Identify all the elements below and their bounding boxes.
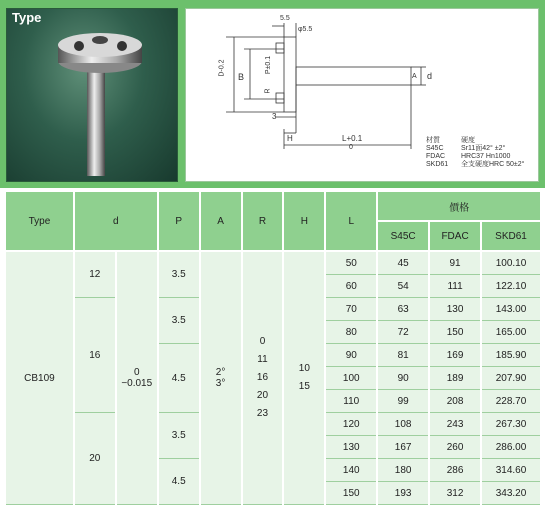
dim-a: A xyxy=(412,73,417,80)
technical-drawing xyxy=(185,8,539,182)
header-s45c: S45C xyxy=(377,221,429,251)
fdac-cell: 91 xyxy=(429,251,481,275)
r-value: 23 xyxy=(256,408,269,419)
skd61-cell: 165.00 xyxy=(481,321,541,344)
header-r: R xyxy=(242,192,284,251)
ejector-pin-image xyxy=(7,9,177,181)
l-cell: 110 xyxy=(325,390,377,413)
p-cell: 4.5 xyxy=(158,344,200,413)
s45c-cell: 54 xyxy=(377,275,429,298)
s45c-cell: 180 xyxy=(377,459,429,482)
tolerance-upper: 0 xyxy=(133,367,140,378)
r-cell xyxy=(242,251,284,505)
dim-h: H xyxy=(287,134,293,143)
fdac-cell: 150 xyxy=(429,321,481,344)
material-name: S45C xyxy=(426,145,444,152)
skd61-cell: 228.70 xyxy=(481,390,541,413)
header-price: 價格 xyxy=(377,192,541,221)
header-type: Type xyxy=(6,192,74,251)
fdac-cell: 111 xyxy=(429,275,481,298)
type-cell: CB109 xyxy=(6,251,74,505)
fdac-cell: 169 xyxy=(429,344,481,367)
dim-l: L+0.1 xyxy=(342,134,363,143)
d-cell: 12 xyxy=(74,251,116,298)
header-d: d xyxy=(74,192,158,251)
s45c-cell: 108 xyxy=(377,413,429,436)
material-name: SKD61 xyxy=(426,161,449,168)
d-cell: 20 xyxy=(74,413,116,505)
spec-table xyxy=(6,192,542,505)
l-cell: 90 xyxy=(325,344,377,367)
material-hardness: 全支硬度HRC 50±2° xyxy=(461,161,525,168)
h-cell xyxy=(283,251,325,505)
s45c-cell: 167 xyxy=(377,436,429,459)
header-skd61: SKD61 xyxy=(481,221,541,251)
s45c-cell: 45 xyxy=(377,251,429,275)
a-cell xyxy=(200,251,242,505)
tolerance-cell xyxy=(116,251,158,505)
a-value: 3° xyxy=(215,378,226,389)
product-photo xyxy=(6,8,178,182)
l-cell: 140 xyxy=(325,459,377,482)
dim-p: P±0.1 xyxy=(265,55,273,75)
s45c-cell: 99 xyxy=(377,390,429,413)
r-value: 20 xyxy=(256,390,269,401)
dim-phi-5-5: φ5.5 xyxy=(298,26,313,33)
header-fdac: FDAC xyxy=(429,221,481,251)
skd61-cell: 185.90 xyxy=(481,344,541,367)
s45c-cell: 63 xyxy=(377,298,429,321)
h-value: 15 xyxy=(298,381,310,392)
header-h: H xyxy=(283,192,325,251)
p-cell: 3.5 xyxy=(158,298,200,344)
fdac-cell: 312 xyxy=(429,482,481,505)
dim-3: 3 xyxy=(272,112,277,121)
skd61-cell: 286.00 xyxy=(481,436,541,459)
s45c-cell: 90 xyxy=(377,367,429,390)
s45c-cell: 81 xyxy=(377,344,429,367)
skd61-cell: 143.00 xyxy=(481,298,541,321)
r-value: 0 xyxy=(259,336,266,347)
dim-5-5: 5.5 xyxy=(280,15,290,22)
material-hardness: Sr11面42° ±2° xyxy=(461,145,506,152)
l-cell: 70 xyxy=(325,298,377,321)
dim-d-small: d xyxy=(427,71,433,81)
p-cell: 3.5 xyxy=(158,413,200,459)
header-p: P xyxy=(158,192,200,251)
type-label: Type xyxy=(12,10,42,25)
header-l: L xyxy=(325,192,377,251)
r-value: 16 xyxy=(256,372,269,383)
skd61-cell: 207.90 xyxy=(481,367,541,390)
tolerance-lower: −0.015 xyxy=(121,378,153,389)
h-value: 10 xyxy=(298,363,310,374)
dim-b: B xyxy=(238,72,245,82)
d-cell: 16 xyxy=(74,298,116,413)
l-cell: 100 xyxy=(325,367,377,390)
fdac-cell: 260 xyxy=(429,436,481,459)
l-cell: 60 xyxy=(325,275,377,298)
dim-d-large: D-0.2 xyxy=(218,59,226,77)
material-header-2: 硬度 xyxy=(461,137,475,144)
skd61-cell: 343.20 xyxy=(481,482,541,505)
l-cell: 130 xyxy=(325,436,377,459)
l-cell: 50 xyxy=(325,251,377,275)
dim-r: R xyxy=(264,88,272,94)
material-header-1: 材質 xyxy=(426,137,440,144)
fdac-cell: 208 xyxy=(429,390,481,413)
l-cell: 80 xyxy=(325,321,377,344)
fdac-cell: 243 xyxy=(429,413,481,436)
s45c-cell: 72 xyxy=(377,321,429,344)
skd61-cell: 100.10 xyxy=(481,251,541,275)
skd61-cell: 122.10 xyxy=(481,275,541,298)
dim-l-zero: 0 xyxy=(349,144,353,151)
skd61-cell: 314.60 xyxy=(481,459,541,482)
fdac-cell: 286 xyxy=(429,459,481,482)
l-cell: 120 xyxy=(325,413,377,436)
fdac-cell: 189 xyxy=(429,367,481,390)
header-a: A xyxy=(200,192,242,251)
p-cell: 4.5 xyxy=(158,459,200,505)
l-cell: 150 xyxy=(325,482,377,505)
r-value: 11 xyxy=(257,354,268,365)
skd61-cell: 267.30 xyxy=(481,413,541,436)
a-value: 2° xyxy=(215,367,226,378)
s45c-cell: 193 xyxy=(377,482,429,505)
top-banner xyxy=(0,0,545,188)
fdac-cell: 130 xyxy=(429,298,481,321)
material-hardness: HRC37 Hn1000 xyxy=(461,153,511,160)
p-cell: 3.5 xyxy=(158,251,200,298)
material-name: FDAC xyxy=(426,153,446,160)
